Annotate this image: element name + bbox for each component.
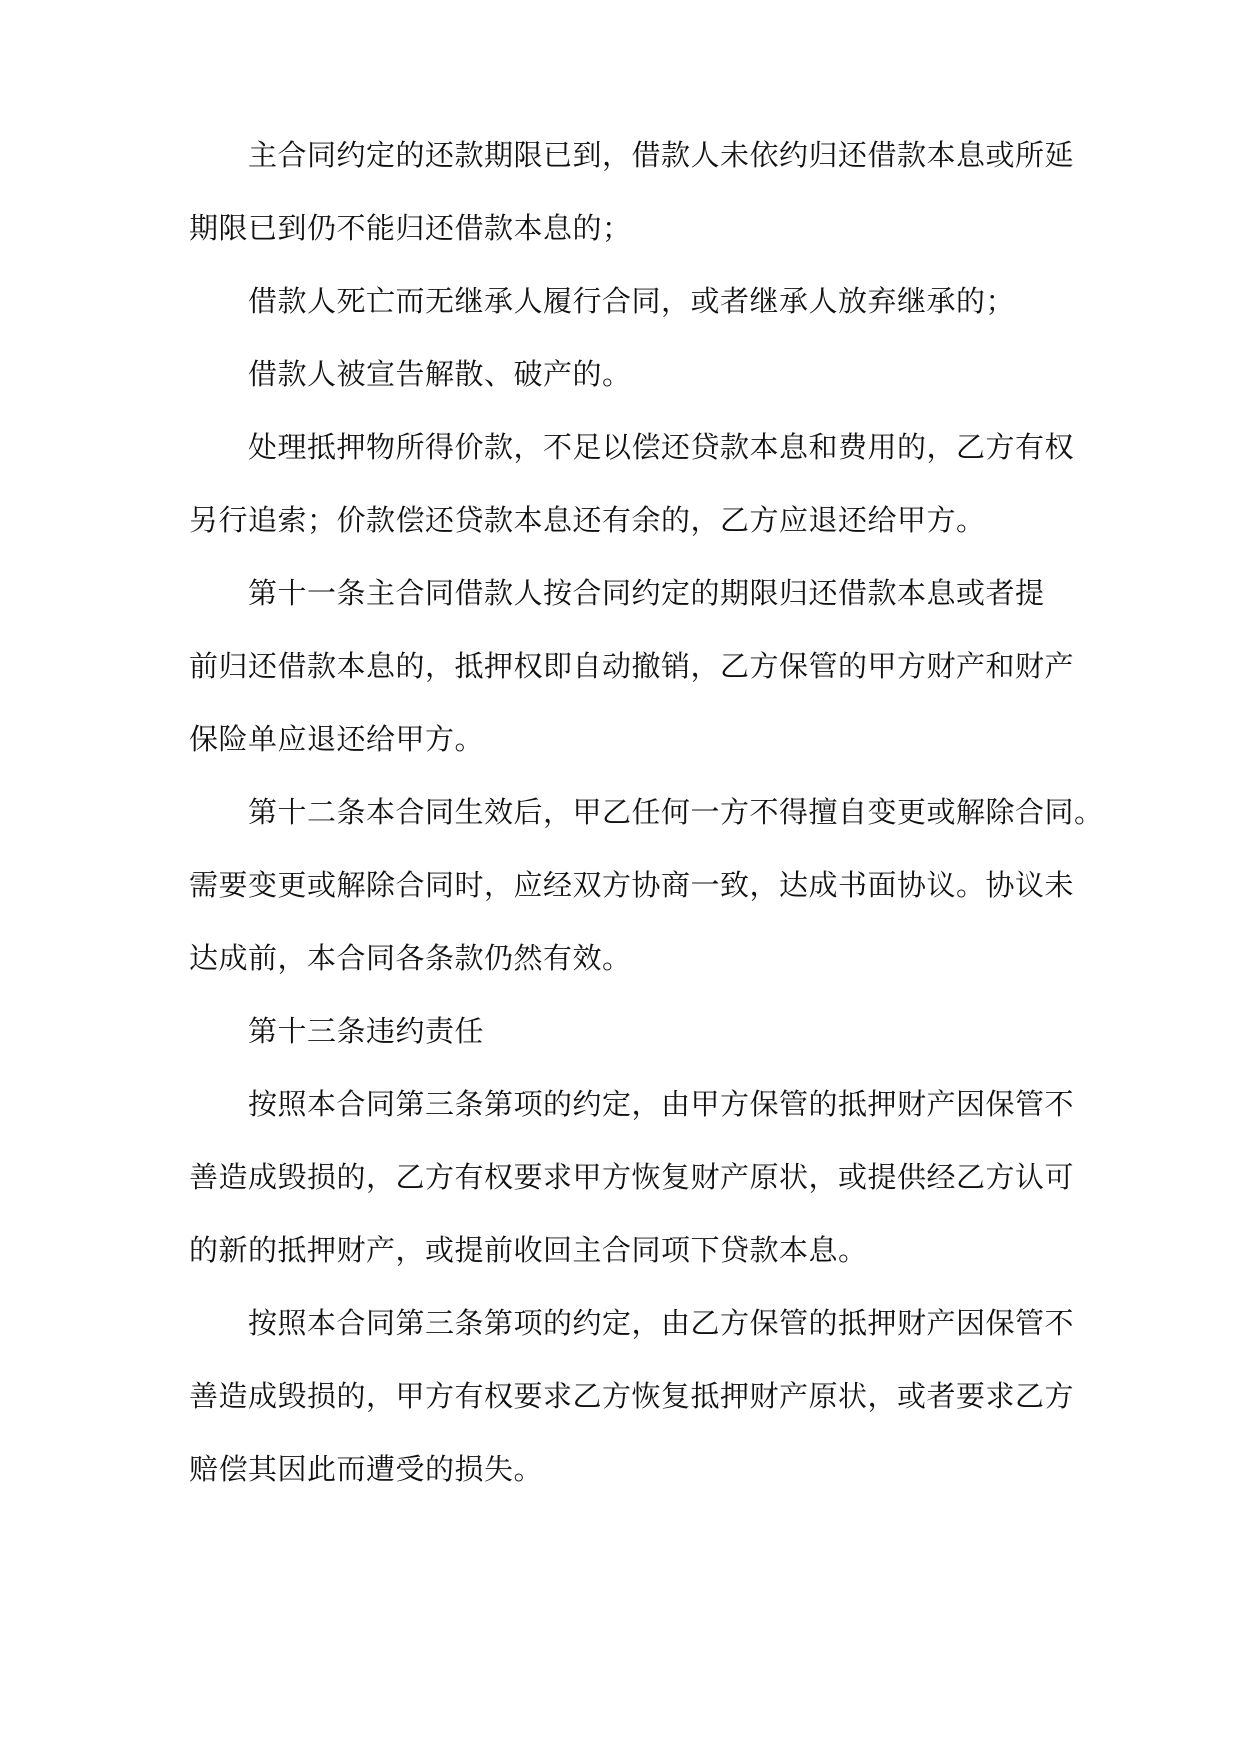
paragraph-line: 达成前，本合同各条款仍然有效。 [189, 941, 632, 975]
paragraph-line: 保险单应退还给甲方。 [189, 722, 485, 756]
paragraph-line: 第十一条主合同借款人按合同约定的期限归还借款本息或者提 [248, 576, 1045, 610]
paragraph-line: 善造成毁损的，甲方有权要求乙方恢复抵押财产原状，或者要求乙方 [189, 1379, 1075, 1413]
paragraph-line: 借款人被宣告解散、破产的。 [248, 357, 632, 391]
paragraph-line: 按照本合同第三条第项的约定，由甲方保管的抵押财产因保管不 [248, 1087, 1075, 1121]
paragraph-line: 善造成毁损的，乙方有权要求甲方恢复财产原状，或提供经乙方认可 [189, 1160, 1075, 1194]
paragraph-line: 借款人死亡而无继承人履行合同，或者继承人放弃继承的； [248, 284, 1016, 318]
paragraph-line: 处理抵押物所得价款，不足以偿还贷款本息和费用的，乙方有权 [248, 430, 1075, 464]
paragraph-line: 第十二条本合同生效后，甲乙任何一方不得擅自变更或解除合同。 [248, 795, 1104, 829]
paragraph-line: 前归还借款本息的，抵押权即自动撤销，乙方保管的甲方财产和财产 [189, 649, 1075, 683]
paragraph-line: 按照本合同第三条第项的约定，由乙方保管的抵押财产因保管不 [248, 1306, 1075, 1340]
section-heading: 第十三条违约责任 [248, 1014, 485, 1048]
paragraph-line: 需要变更或解除合同时，应经双方协商一致，达成书面协议。协议未 [189, 868, 1075, 902]
paragraph-line: 期限已到仍不能归还借款本息的； [189, 211, 632, 245]
paragraph-line: 另行追索；价款偿还贷款本息还有余的，乙方应退还给甲方。 [189, 503, 986, 537]
paragraph-line: 主合同约定的还款期限已到，借款人未依约归还借款本息或所延 [248, 138, 1075, 172]
paragraph-line: 赔偿其因此而遭受的损失。 [189, 1452, 544, 1486]
paragraph-line: 的新的抵押财产，或提前收回主合同项下贷款本息。 [189, 1233, 868, 1267]
